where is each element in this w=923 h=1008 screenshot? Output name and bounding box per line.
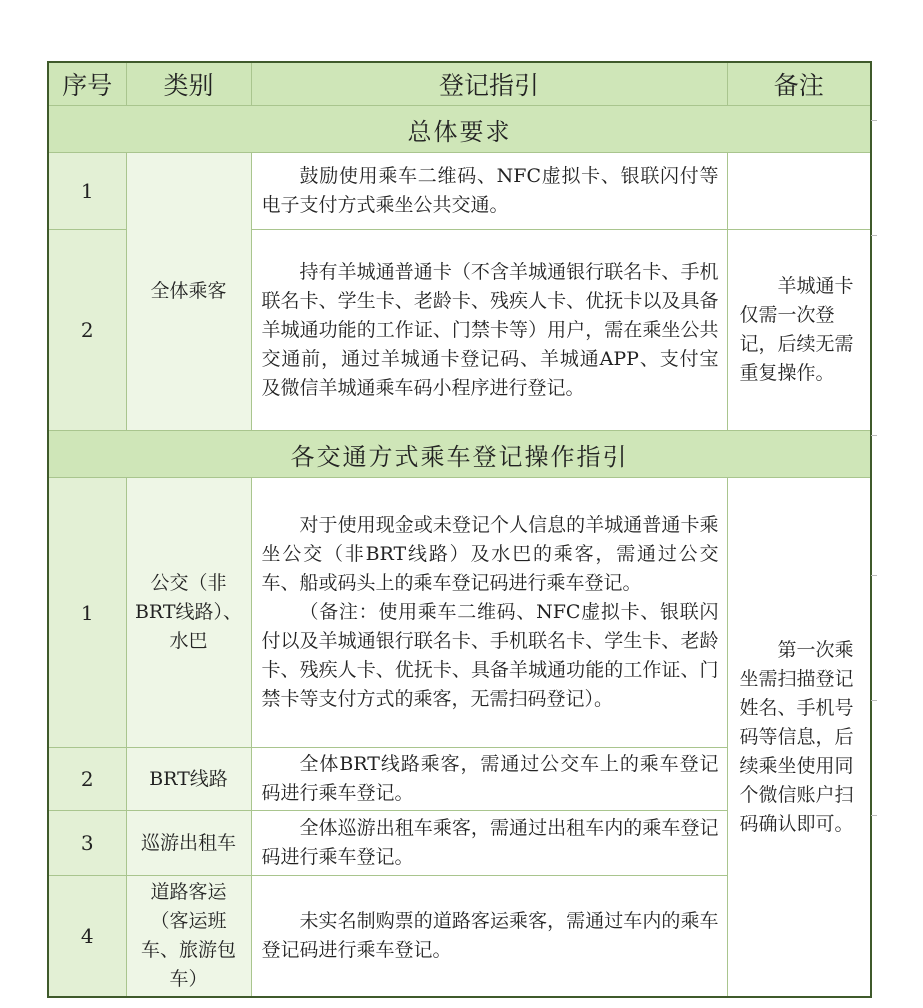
row-guide-text: 全体BRT线路乘客，需通过公交车上的乘车登记码进行乘车登记。 (261, 753, 719, 804)
tick-mark (871, 815, 877, 816)
row-guide (251, 230, 727, 431)
row-index: 1 (48, 478, 126, 748)
header-category: 类别 (126, 62, 251, 106)
row-note-empty (727, 153, 871, 230)
row-guide (251, 748, 727, 811)
row-note-text: 羊城通卡仅需一次登记，后续无需重复操作。 (739, 275, 854, 384)
row-note (727, 478, 871, 998)
row-category: 道路客运（客运班车、旅游包车） (126, 876, 251, 998)
row-guide-text: 鼓励使用乘车二维码、NFC虚拟卡、银联闪付等电子支付方式乘坐公共交通。 (261, 165, 719, 216)
row-guide-text: 未实名制购票的道路客运乘客，需通过车内的乘车登记码进行乘车登记。 (261, 910, 719, 961)
section-general-row (48, 106, 871, 153)
row-category: 巡游出租车 (126, 811, 251, 876)
tick-mark (871, 235, 877, 236)
registration-guide-table (47, 61, 872, 998)
header-note: 备注 (727, 62, 871, 106)
row-guide (251, 876, 727, 998)
row-guide-remark: （备注：使用乘车二维码、NFC虚拟卡、银联闪付以及羊城通银行联名卡、手机联名卡、学生卡、老龄卡、残疾人卡、优抚卡、具备羊城通功能的工作证、门禁卡等支付方式的乘客，无需扫码登记）。 (261, 601, 719, 710)
section-general-title: 总体要求 (48, 106, 871, 153)
header-index: 序号 (48, 62, 126, 106)
row-index: 4 (48, 876, 126, 998)
tick-mark (871, 120, 877, 121)
section-transport-title: 各交通方式乘车登记操作指引 (48, 431, 871, 478)
tick-mark (871, 575, 877, 576)
table-row (48, 153, 871, 230)
row-guide-text: 全体巡游出租车乘客，需通过出租车内的乘车登记码进行乘车登记。 (261, 817, 719, 868)
section-transport-row (48, 431, 871, 478)
row-category: 公交（非BRT线路）、水巴 (126, 478, 251, 748)
row-index: 1 (48, 153, 126, 230)
tick-mark (871, 435, 877, 436)
margin-tick-marks (871, 70, 879, 970)
header-row (48, 62, 871, 106)
row-guide (251, 811, 727, 876)
row-guide-text: 持有羊城通普通卡（不含羊城通银行联名卡、手机联名卡、学生卡、老龄卡、残疾人卡、优抚卡以及具备羊城通功能的工作证、门禁卡等）用户，需在乘坐公共交通前，通过羊城通卡登记码、羊城通APP、支付宝及微信羊城通乘车码小程序进行登记。 (261, 260, 719, 399)
row-guide (251, 153, 727, 230)
row-index: 3 (48, 811, 126, 876)
header-guide: 登记指引 (251, 62, 727, 106)
row-category: 全体乘客 (126, 153, 251, 431)
registration-guide-table-container (47, 61, 870, 998)
row-index: 2 (48, 230, 126, 431)
row-note-text: 第一次乘坐需扫描登记姓名、手机号码等信息，后续乘坐使用同个微信账户扫码确认即可。 (739, 638, 854, 835)
row-guide-text: 对于使用现金或未登记个人信息的羊城通普通卡乘坐公交（非BRT线路）及水巴的乘客，需通过公交车、船或码头上的乘车登记码进行乘车登记。 (261, 514, 719, 594)
tick-mark (871, 700, 877, 701)
row-note (727, 230, 871, 431)
table-row (48, 478, 871, 748)
row-index: 2 (48, 748, 126, 811)
row-category: BRT线路 (126, 748, 251, 811)
row-guide (251, 478, 727, 748)
